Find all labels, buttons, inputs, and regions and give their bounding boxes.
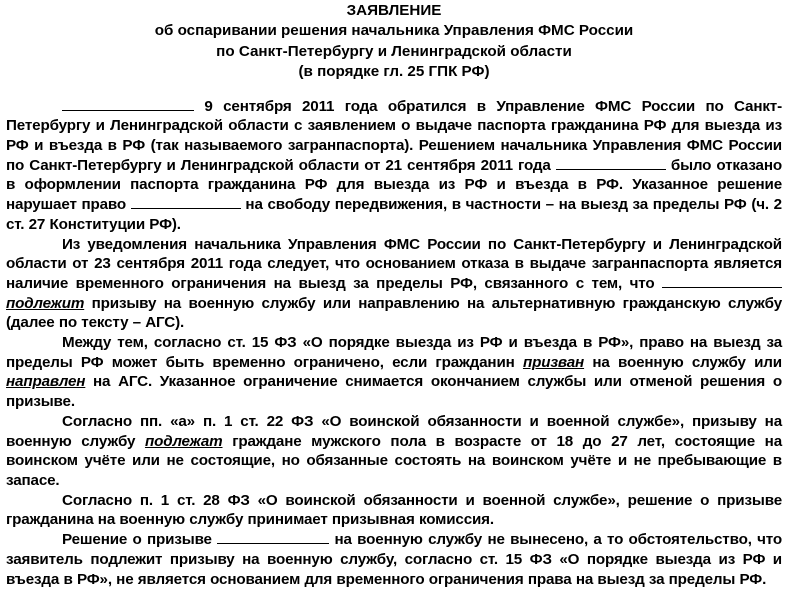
paragraph-3: Между тем, согласно ст. 15 ФЗ «О порядке выезда из РФ и въезда в РФ», право на выезд за пределы РФ может быть временно ограничено, если гражданин призван на военную службу или направлен на АГС. Указанное ограничение снимается окончанием службы или отменой решения о призыве. xyxy=(6,334,782,411)
paragraph-1: 9 сентября 2011 года обратился в Управление ФМС России по Санкт-Петербургу и Ленинградской области с заявлением о выдаче паспорта гражданина РФ для выезда из РФ и въезда в РФ (так называемого загранпаспорта). Решением начальника Управления ФМС России по Санкт-Петербургу и Ленинградской области от 21 сентября 2011 года было отказано в оформлении паспорта гражданина РФ для выезда из РФ и въезда в РФ. Указанное решение нарушает право на свободу передвижения, в частности – на выезд за пределы РФ (ч. 2 ст. 27 Конституции РФ). xyxy=(6,97,782,233)
document-page xyxy=(6,0,782,589)
document-body xyxy=(6,97,782,589)
name-blank-2 xyxy=(556,157,666,170)
paragraph-6: Решение о призыве на военную службу не вынесено, а то обстоятельство, что заявитель подлежит призыву на военную службу, согласно ст. 15 ФЗ «О порядке выезда из РФ и въезда в РФ», не является основанием для временного ограничения права на выезд за пределы РФ. xyxy=(6,531,782,588)
name-blank-5 xyxy=(217,531,329,544)
name-blank-1 xyxy=(62,98,194,111)
emphasis-napravlen: направлен xyxy=(6,373,86,391)
title-line-1: об оспаривании решения начальника Управления ФМС России xyxy=(154,22,634,40)
emphasis-podlezhit: подлежит xyxy=(6,294,85,312)
paragraph-2: Из уведомления начальника Управления ФМС России по Санкт-Петербургу и Ленинградской области от 23 сентября 2011 года следует, что основанием отказа в выдаче загранпаспорта является наличие временного ограничения на выезд за пределы РФ, связанного с тем, что подлежит призыву на военную службу или направлению на альтернативную гражданскую службу (далее по тексту – АГС). xyxy=(6,235,782,332)
paragraph-5: Согласно п. 1 ст. 28 ФЗ «О воинской обязанности и военной службе», решение о призыве гражданина на военную службу принимает призывная комиссия. xyxy=(6,491,782,529)
name-blank-4 xyxy=(662,275,782,288)
title-line-2: по Санкт-Петербургу и Ленинградской области xyxy=(216,42,572,60)
title-line-3: (в порядке гл. 25 ГПК РФ) xyxy=(298,63,490,81)
emphasis-prizvan: призван xyxy=(522,353,585,371)
document-heading: ЗАЯВЛЕНИЕ xyxy=(346,2,442,19)
paragraph-4: Согласно пп. «а» п. 1 ст. 22 ФЗ «О воинской обязанности и военной службе», призыву на военную службу подлежат граждане мужского пола в возрасте от 18 до 27 лет, состоящие на воинском учёте или не состоящие, но обязанные состоять на воинском учёте и не пребывающие в запасе. xyxy=(6,412,783,489)
title-block xyxy=(6,1,782,83)
emphasis-podlezhat: подлежат xyxy=(144,432,223,450)
name-blank-3 xyxy=(131,196,241,209)
